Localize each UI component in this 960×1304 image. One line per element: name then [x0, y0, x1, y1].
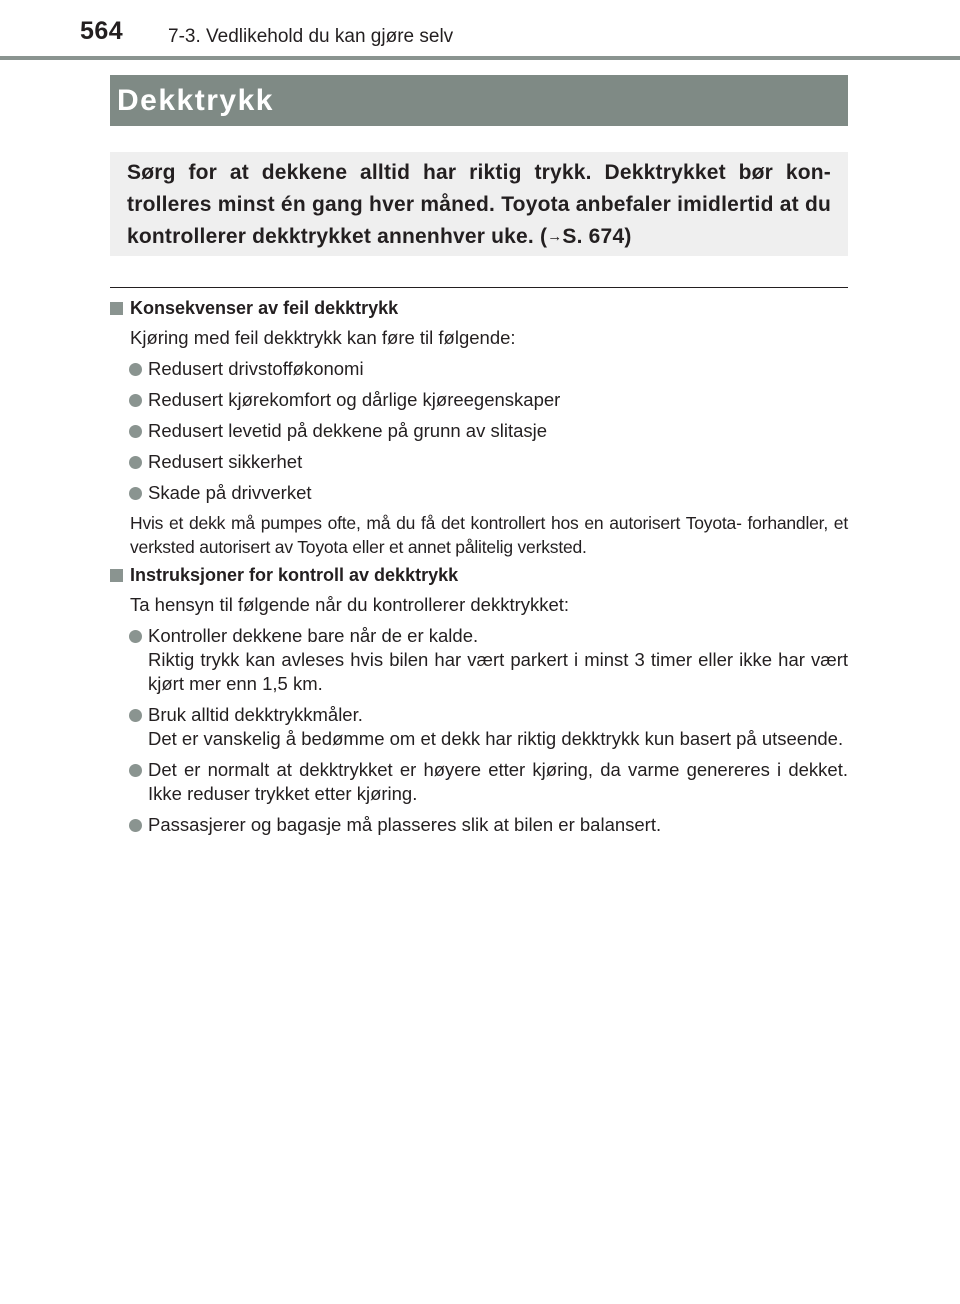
- section-heading-text: Instruksjoner for kontroll av dekktrykk: [130, 565, 459, 585]
- circle-bullet-icon: [129, 456, 142, 469]
- list-item-text: Redusert kjørekomfort og dårlige kjøreegenskaper: [148, 389, 561, 410]
- header-divider: [0, 56, 960, 60]
- section-lead: Kjøring med feil dekktrykk kan føre til følgende:: [130, 327, 516, 348]
- list-item: [110, 481, 848, 505]
- page-header: [0, 0, 960, 62]
- section-instructions: [110, 563, 848, 837]
- content: [110, 296, 848, 841]
- section-heading-text: Konsekvenser av feil dekktrykk: [130, 298, 399, 318]
- section-heading: [110, 563, 848, 587]
- section-heading: [110, 296, 848, 320]
- circle-bullet-icon: [129, 363, 142, 376]
- section-lead: Ta hensyn til følgende når du kontrollerer dekktrykket:: [130, 594, 570, 615]
- intro-box: [110, 152, 848, 256]
- intro-body: Sørg for at dekkene alltid har riktig trykk. Dekktrykket bør kon- trolleres minst én gang hver måned. Toyota anbefaler imidlertid at du kontrollerer dekktrykket annenhver uke. (: [127, 161, 831, 248]
- square-bullet-icon: [110, 302, 123, 315]
- list-item-text: Skade på drivverket: [148, 482, 312, 503]
- list-item-text: Redusert levetid på dekkene på grunn av slitasje: [148, 420, 548, 441]
- arrow-right-icon: →: [547, 228, 563, 245]
- list-item: [110, 388, 848, 412]
- circle-bullet-icon: [129, 425, 142, 438]
- intro-text: [127, 157, 831, 253]
- list-item: [110, 703, 848, 751]
- list-item-text: Redusert drivstofføkonomi: [148, 358, 364, 379]
- list-item: [110, 813, 848, 837]
- title-banner: [110, 75, 848, 126]
- list-item-title: Bruk alltid dekktrykkmåler.: [148, 704, 363, 725]
- page-reference-link[interactable]: S. 674): [562, 225, 632, 248]
- circle-bullet-icon: [129, 487, 142, 500]
- list-item-text: Redusert sikkerhet: [148, 451, 303, 472]
- section-consequences: [110, 296, 848, 559]
- list-item: [110, 357, 848, 381]
- circle-bullet-icon: [129, 630, 142, 643]
- list-item: [110, 758, 848, 806]
- section-note: Hvis et dekk må pumpes ofte, må du få det kontrollert hos en autorisert Toyota- forhandler, et verksted autorisert av Toyota eller et annet pålitelig verksted.: [130, 513, 848, 557]
- list-item: [110, 450, 848, 474]
- list-item-title: Kontroller dekkene bare når de er kalde.: [148, 625, 479, 646]
- list-item-detail: Det er vanskelig å bedømme om et dekk har riktig dekktrykk kun basert på utseende.: [148, 728, 844, 749]
- list-item-title: Passasjerer og bagasje må plasseres slik at bilen er balansert.: [148, 814, 662, 835]
- list-item: [110, 624, 848, 696]
- list-item-detail: Riktig trykk kan avleses hvis bilen har vært parkert i minst 3 timer eller ikke har vært kjørt mer enn 1,5 km.: [148, 649, 848, 694]
- page-number: 564: [80, 17, 124, 45]
- section-reference: 7-3. Vedlikehold du kan gjøre selv: [168, 26, 454, 47]
- circle-bullet-icon: [129, 709, 142, 722]
- page-title: Dekktrykk: [117, 84, 274, 117]
- circle-bullet-icon: [129, 394, 142, 407]
- list-item-title: Det er normalt at dekktrykket er høyere etter kjøring, da varme genereres i dekket. Ikke reduser trykket etter kjøring.: [148, 759, 848, 804]
- section-divider: [110, 287, 848, 288]
- circle-bullet-icon: [129, 764, 142, 777]
- list-item: [110, 419, 848, 443]
- circle-bullet-icon: [129, 819, 142, 832]
- square-bullet-icon: [110, 569, 123, 582]
